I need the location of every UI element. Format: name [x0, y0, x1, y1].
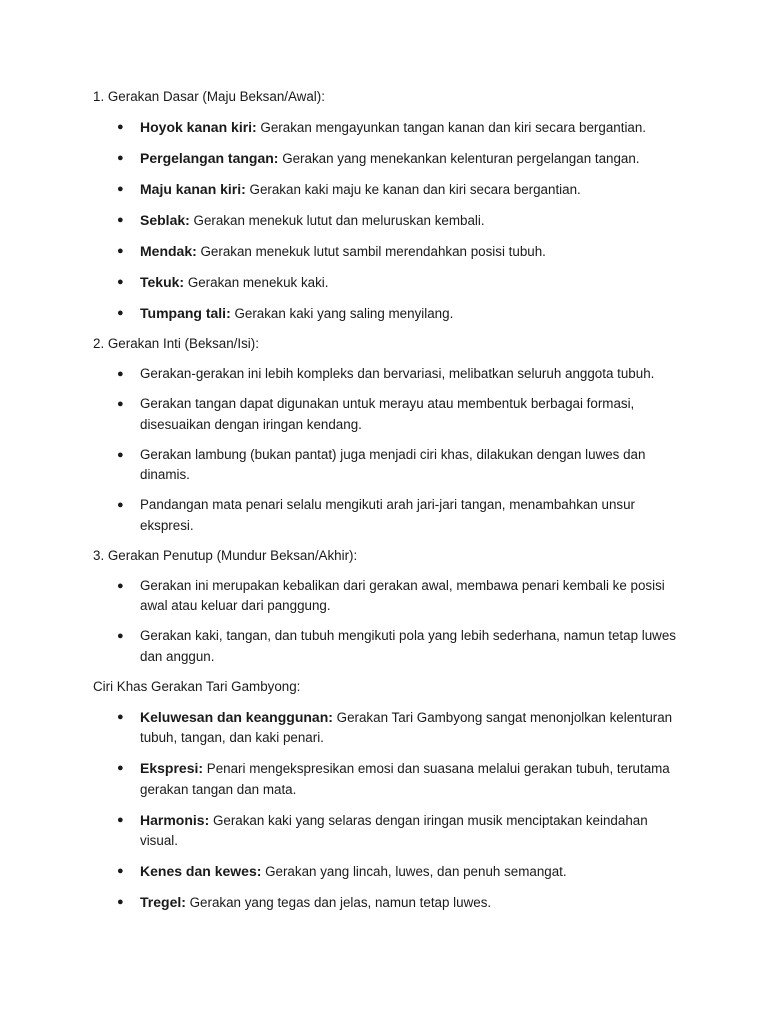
description: Gerakan menekuk kaki.	[184, 275, 329, 290]
bullet-icon: ●	[117, 214, 124, 226]
list-item	[93, 394, 683, 435]
list-item	[93, 272, 683, 294]
bullet-icon: ●	[117, 245, 124, 257]
list-item	[93, 241, 683, 263]
bullet-icon: ●	[117, 762, 124, 774]
description: Gerakan kaki, tangan, dan tubuh mengikuti pola yang lebih sederhana, namun tetap luwes dan anggun.	[140, 628, 676, 664]
term: Maju kanan kiri:	[140, 181, 246, 197]
description: Pandangan mata penari selalu mengikuti arah jari-jari tangan, menambahkan unsur ekspresi.	[140, 497, 636, 533]
term: Keluwesan dan keanggunan:	[140, 708, 333, 725]
description: Gerakan kaki yang saling menyilang.	[230, 306, 454, 321]
bullet-icon: ●	[117, 896, 124, 908]
list-item	[93, 495, 683, 536]
bullet-icon: ●	[117, 307, 124, 319]
section-heading-gerakan-inti: 2. Gerakan Inti (Beksan/Isi):	[93, 336, 259, 351]
bullet-icon: ●	[117, 579, 124, 592]
term: Tregel:	[140, 894, 186, 910]
bullet-icon: ●	[117, 813, 124, 826]
description: Gerakan menekuk lutut dan meluruskan kembali.	[189, 213, 485, 228]
list-ciri-khas	[93, 707, 683, 914]
list-gerakan-penutup	[93, 576, 683, 668]
bullet-icon: ●	[117, 276, 124, 288]
description: Gerakan lambung (bukan pantat) juga menjadi ciri khas, dilakukan dengan luwes dan dinamis.	[140, 446, 646, 482]
description: Gerakan Tari Gambyong sangat menonjolkan kelenturan tubuh, tangan, dan kaki penari.	[140, 709, 673, 745]
list-item	[93, 210, 683, 232]
bullet-icon: ●	[117, 368, 124, 380]
term: Hoyok kanan kiri:	[140, 119, 257, 135]
list-item	[93, 117, 683, 139]
bullet-icon: ●	[117, 448, 124, 461]
list-item	[93, 810, 683, 852]
term: Tumpang tali:	[140, 305, 231, 321]
term: Tekuk:	[140, 274, 185, 290]
bullet-icon: ●	[117, 183, 124, 195]
description: Gerakan kaki yang selaras dengan iringan musik menciptakan keindahan visual.	[140, 812, 648, 848]
description: Gerakan tangan dapat digunakan untuk merayu atau membentuk berbagai formasi, disesuaikan dengan iringan kendang.	[140, 396, 635, 432]
description: Gerakan yang menekankan kelenturan pergelangan tangan.	[278, 151, 640, 166]
term: Mendak:	[140, 243, 197, 259]
list-item	[93, 364, 683, 385]
section-heading-gerakan-dasar: 1. Gerakan Dasar (Maju Beksan/Awal):	[93, 89, 325, 104]
list-item	[93, 303, 683, 325]
term: Pergelangan tangan:	[140, 150, 279, 166]
list-gerakan-dasar	[93, 117, 683, 325]
bullet-icon: ●	[117, 152, 124, 164]
list-item	[93, 576, 683, 617]
section-heading-gerakan-penutup: 3. Gerakan Penutup (Mundur Beksan/Akhir):	[93, 547, 358, 563]
bullet-icon: ●	[117, 710, 124, 723]
section-heading-ciri-khas: Ciri Khas Gerakan Tari Gambyong:	[93, 678, 301, 694]
description: Gerakan kaki maju ke kanan dan kiri secara bergantian.	[245, 182, 581, 197]
list-item	[93, 179, 683, 201]
bullet-icon: ●	[117, 499, 124, 511]
list-gerakan-inti	[93, 364, 683, 536]
bullet-icon: ●	[117, 865, 124, 877]
term: Kenes dan kewes:	[140, 863, 262, 879]
list-item	[93, 626, 683, 667]
description: Penari mengekspresikan emosi dan suasana melalui gerakan tubuh, terutama gerakan tangan dan mata.	[140, 761, 670, 797]
term: Harmonis:	[140, 811, 210, 828]
bullet-icon: ●	[117, 630, 124, 642]
list-item	[93, 445, 683, 486]
bullet-icon: ●	[117, 121, 124, 133]
list-item	[93, 707, 683, 749]
list-item	[93, 892, 683, 914]
term: Seblak:	[140, 212, 190, 228]
list-item	[93, 758, 683, 800]
list-item	[93, 148, 683, 170]
description: Gerakan ini merupakan kebalikan dari gerakan awal, membawa penari kembali ke posisi awal atau keluar dari panggung.	[140, 577, 665, 613]
term: Ekspresi:	[140, 760, 204, 776]
description: Gerakan mengayunkan tangan kanan dan kiri secara bergantian.	[256, 120, 647, 135]
list-item	[93, 861, 683, 883]
description: Gerakan yang tegas dan jelas, namun tetap luwes.	[185, 895, 492, 910]
description: Gerakan menekuk lutut sambil merendahkan posisi tubuh.	[196, 244, 546, 259]
description: Gerakan-gerakan ini lebih kompleks dan bervariasi, melibatkan seluruh anggota tubuh.	[140, 366, 655, 381]
description: Gerakan yang lincah, luwes, dan penuh semangat.	[261, 864, 567, 879]
bullet-icon: ●	[117, 398, 124, 410]
document-page	[93, 87, 683, 923]
